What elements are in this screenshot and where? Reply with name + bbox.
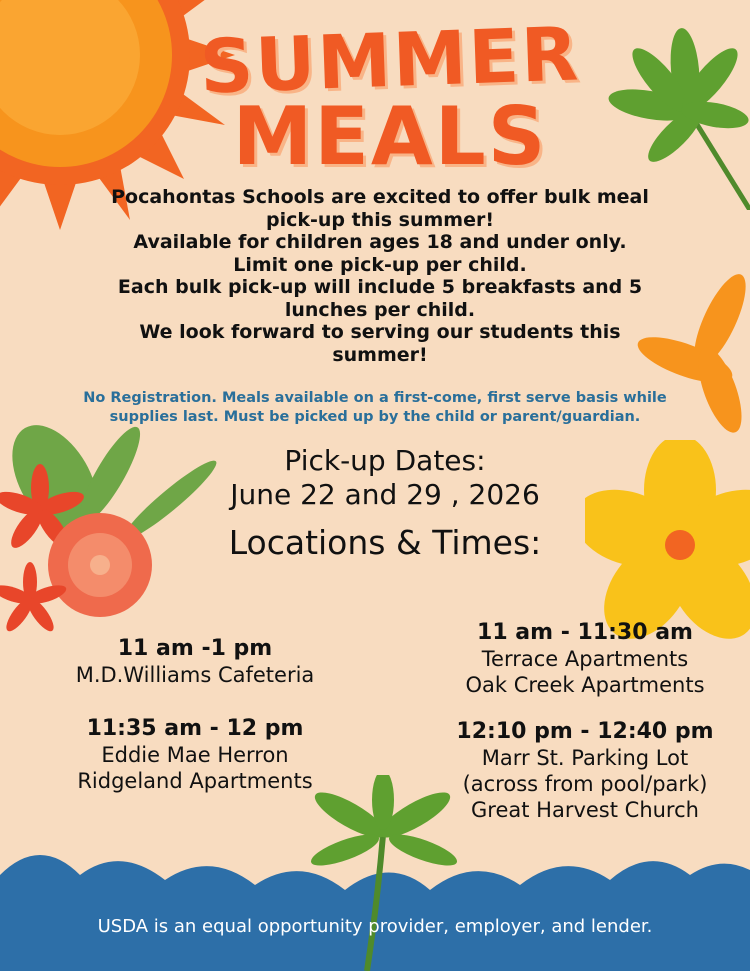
schedule-location: Oak Creek Apartments — [465, 673, 705, 697]
pickup-dates: June 22 and 29 , 2026 — [230, 478, 540, 511]
schedule-location: Eddie Mae Herron — [101, 743, 289, 767]
intro-line: Available for children ages 18 and under only. — [133, 231, 627, 253]
schedule-block — [430, 620, 740, 698]
pickup-label: Pick-up Dates: — [284, 444, 486, 477]
locations-heading: Locations & Times: — [228, 523, 542, 562]
intro-line: Pocahontas Schools are excited to offer bulk meal — [111, 186, 649, 208]
schedule-location: Great Harvest Church — [471, 798, 699, 822]
intro-line: We look forward to serving our students this — [139, 321, 621, 343]
title-line-2: MEALS — [232, 90, 548, 183]
usda-statement: USDA is an equal opportunity provider, employer, and lender. — [97, 916, 653, 937]
registration-note — [20, 389, 730, 427]
schedule-block — [40, 716, 350, 794]
schedule-time: 12:10 pm - 12:40 pm — [456, 719, 714, 744]
intro-line: summer! — [332, 343, 428, 366]
title-line-1: SUMMER — [198, 11, 582, 111]
intro-line: pick-up this summer! — [265, 208, 495, 231]
intro-text — [60, 186, 700, 366]
schedule-block — [430, 719, 740, 823]
intro-line: Each bulk pick-up will include 5 breakfasts and 5 — [117, 276, 643, 298]
schedule-location: Ridgeland Apartments — [77, 769, 313, 793]
note-line: No Registration. Meals available on a first-come, first serve basis while — [83, 390, 667, 406]
schedule-block — [50, 636, 340, 688]
schedule-location: Terrace Apartments — [481, 647, 689, 671]
schedule-location: (across from pool/park) — [462, 772, 708, 796]
schedule-time: 11 am - 11:30 am — [477, 620, 693, 645]
schedule-time: 11:35 am - 12 pm — [86, 716, 304, 741]
intro-line: Limit one pick-up per child. — [233, 253, 527, 276]
schedule-location: Marr St. Parking Lot — [481, 746, 689, 770]
schedule-time: 11 am -1 pm — [117, 636, 273, 661]
intro-line: lunches per child. — [284, 298, 476, 321]
schedule-location: M.D.Williams Cafeteria — [75, 663, 315, 687]
note-line: supplies last. Must be picked up by the child or parent/guardian. — [109, 409, 641, 425]
